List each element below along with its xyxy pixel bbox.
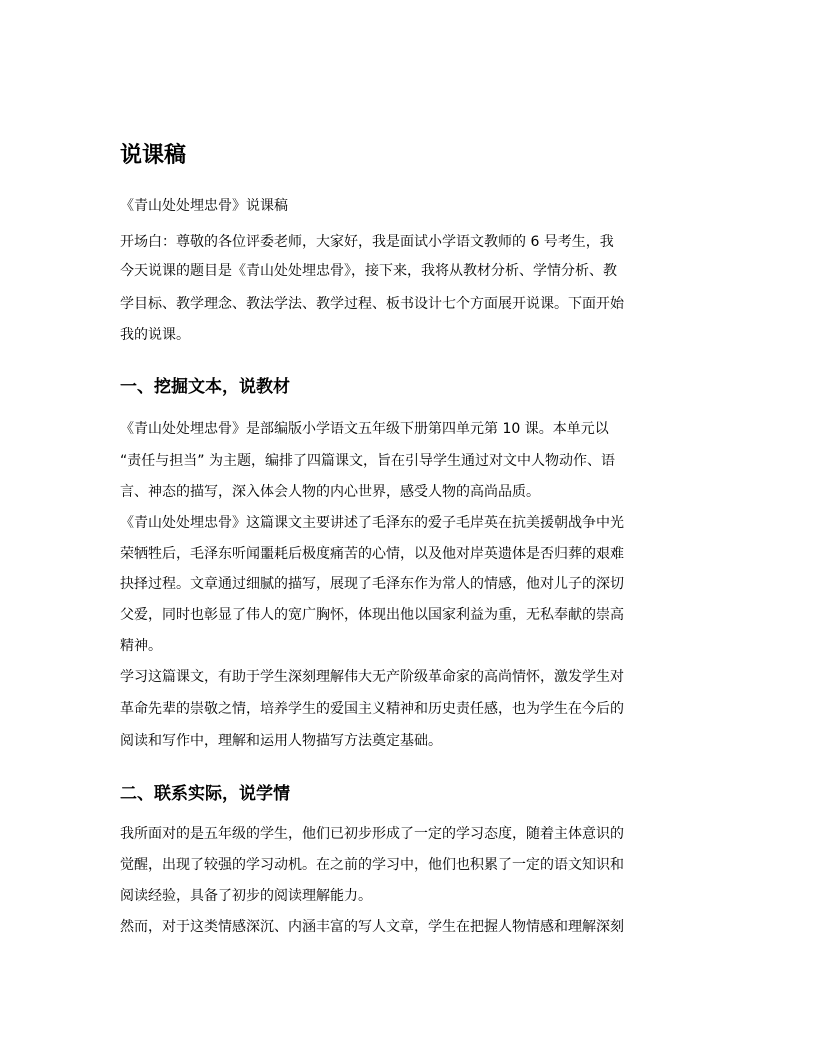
section1-line-11: 阅读和写作中，理解和运用人物描写方法奠定基础。 xyxy=(120,733,442,749)
opening-line-4: 我的说课。 xyxy=(120,327,190,343)
section1-line-10: 革命先辈的崇敬之情，培养学生的爱国主义精神和历史责任感，也为学生在今后的 xyxy=(120,701,624,717)
opening-line-3: 学目标、教学理念、教法学法、教学过程、板书设计七个方面展开说课。下面开始 xyxy=(120,296,624,312)
section2-line-1: 我所面对的是五年级的学生，他们已初步形成了一定的学习态度，随着主体意识的 xyxy=(120,826,624,842)
section1-line-5: 荣牺牲后，毛泽东听闻噩耗后极度痛苦的心情，以及他对岸英遗体是否归葬的艰难 xyxy=(120,546,624,562)
section1-line-1: 《青山处处埋忠骨》是部编版小学语文五年级下册第四单元第 10 课。本单元以 xyxy=(120,421,609,437)
opening-line-1: 开场白：尊敬的各位评委老师，大家好，我是面试小学语文教师的 6 号考生，我 xyxy=(120,234,614,250)
section2-heading: 二、联系实际，说学情 xyxy=(120,784,290,804)
subtitle: 《青山处处埋忠骨》说课稿 xyxy=(120,198,288,214)
section1-line-9: 学习这篇课文，有助于学生深刻理解伟大无产阶级革命家的高尚情怀，激发学生对 xyxy=(120,669,624,685)
section1-line-2: “责任与担当” 为主题，编排了四篇课文，旨在引导学生通过对文中人物动作、语 xyxy=(120,453,615,469)
opening-line-2: 今天说课的题目是《青山处处埋忠骨》，接下来，我将从教材分析、学情分析、教 xyxy=(120,263,617,279)
section1-heading: 一、挖掘文本，说教材 xyxy=(120,377,290,397)
section1-line-8: 精神。 xyxy=(120,638,162,654)
section1-line-7: 父爱，同时也彰显了伟人的宽广胸怀，体现出他以国家利益为重，无私奉献的崇高 xyxy=(120,607,624,623)
section2-line-4: 然而，对于这类情感深沉、内涵丰富的写人文章，学生在把握人物情感和理解深刻 xyxy=(120,919,624,935)
page-title: 说课稿 xyxy=(120,143,187,168)
section2-line-2: 觉醒，出现了较强的学习动机。在之前的学习中，他们也积累了一定的语文知识和 xyxy=(120,857,624,873)
section1-line-6: 抉择过程。文章通过细腻的描写，展现了毛泽东作为常人的情感，他对儿子的深切 xyxy=(120,576,624,592)
section2-line-3: 阅读经验，具备了初步的阅读理解能力。 xyxy=(120,888,372,904)
section1-line-4: 《青山处处埋忠骨》这篇课文主要讲述了毛泽东的爱子毛岸英在抗美援朝战争中光 xyxy=(120,515,624,531)
section1-line-3: 言、神态的描写，深入体会人物的内心世界，感受人物的高尚品质。 xyxy=(120,484,540,500)
